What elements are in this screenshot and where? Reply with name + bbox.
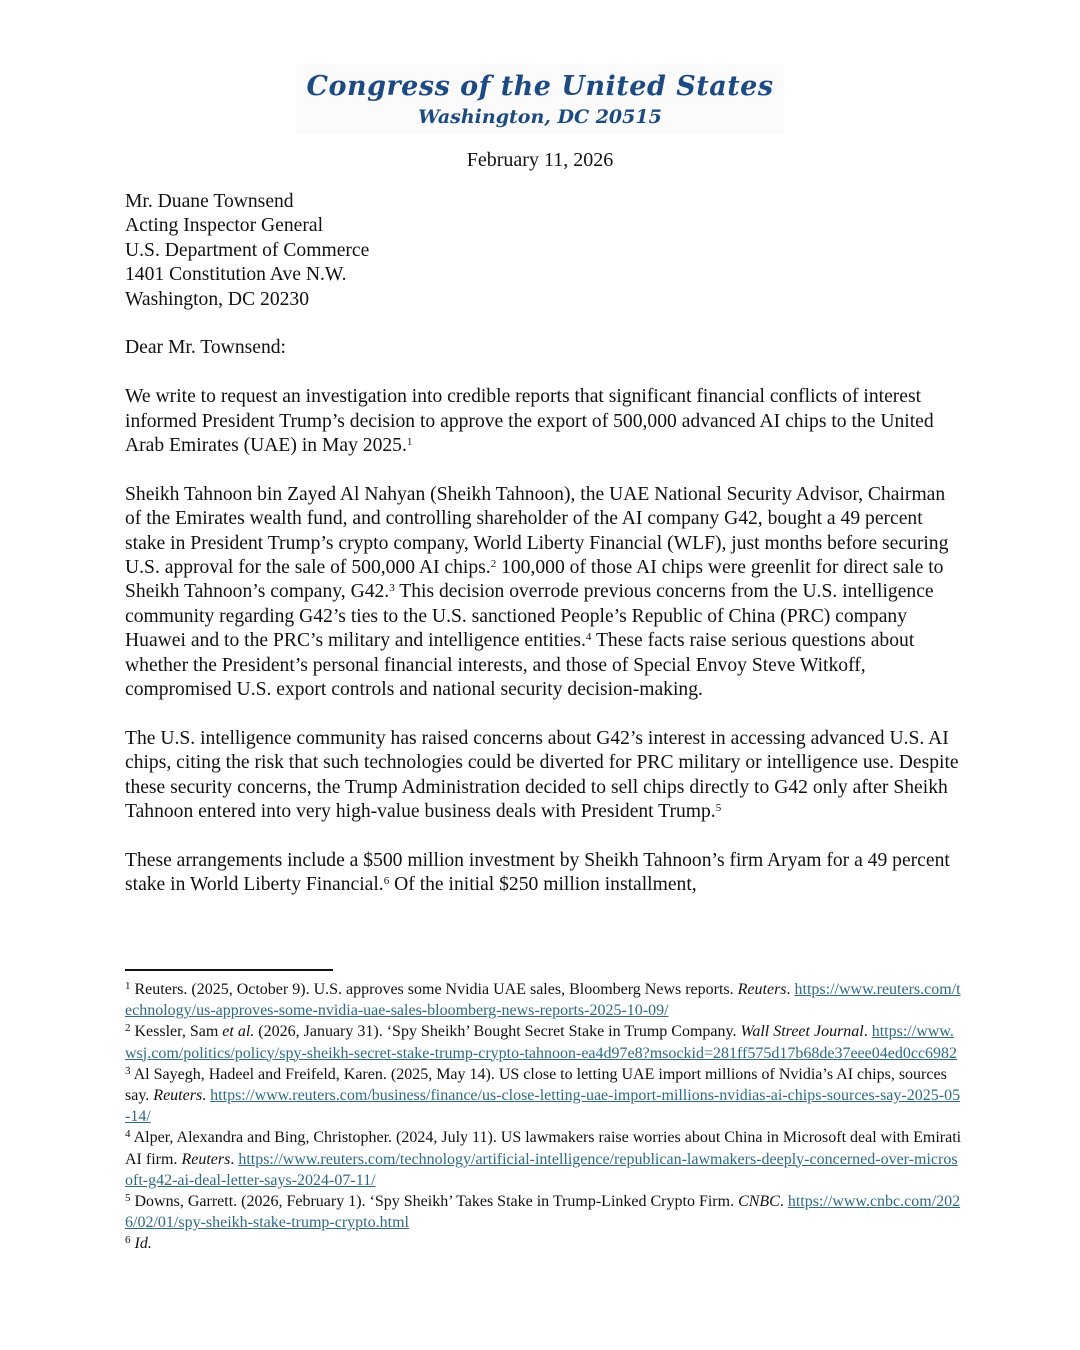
body-paragraph xyxy=(125,727,960,825)
text-run: Downs, Garrett. (2026, February 1). ‘Spy Sheikh’ Takes Stake in Trump-Linked Crypto Firm. xyxy=(130,1193,739,1211)
italic-text: et al. xyxy=(222,1023,255,1041)
text-run: Al Sayegh, Hadeel and Freifeld, Karen. (2025, May 14). US close to letting UAE import millions of Nvidia’s AI chips, sources say. xyxy=(125,1065,947,1105)
recipient-line: 1401 Constitution Ave N.W. xyxy=(125,264,347,286)
text-run: . xyxy=(786,981,795,998)
footnote xyxy=(125,1064,965,1128)
text-run: . xyxy=(230,1150,239,1168)
text-run: . xyxy=(863,1023,872,1041)
footnote-number: 3 xyxy=(125,1064,131,1077)
text-run: Alper, Alexandra and Bing, Christopher. (2024, July 11). US lawmakers raise worries about China in Microsoft deal with Emirati AI firm. xyxy=(125,1129,962,1168)
footnote-number: 4 xyxy=(125,1128,131,1141)
text-run: Sheikh Tahnoon bin Zayed Al Nahyan (Sheikh Tahnoon), the UAE National Security Advisor, Chairman of the Emirates wealth fund, and controlling shareholder of the AI company G42, bought a 49 percent stake in President Trump’s crypto company, World Liberty Financial (WLF), just months before securing U.S. approval for the sale of 500,000 AI chips. xyxy=(125,483,949,579)
italic-text: CNBC xyxy=(738,1193,780,1211)
letterhead-box xyxy=(296,64,783,134)
text-run: . xyxy=(779,1193,788,1211)
footnote xyxy=(125,1127,965,1191)
footnote xyxy=(125,1021,965,1063)
footnotes xyxy=(125,979,965,1255)
body-paragraphs xyxy=(125,385,960,897)
footnote-ref[interactable]: 1 xyxy=(406,436,413,449)
italic-text: Id. xyxy=(134,1235,152,1253)
footnote-ref[interactable]: 4 xyxy=(585,631,592,644)
footnote xyxy=(125,1233,965,1254)
salutation: Dear Mr. Townsend: xyxy=(125,337,286,359)
recipient-line: Acting Inspector General xyxy=(125,215,324,237)
citation-link[interactable]: https://www.wsj.com/politics/policy/spy-sheikh-secret-stake-trump-crypto-tahnoon-ea4d97e8?msockid=281ff575d17b68de37eee04ed0cc6982 xyxy=(125,1023,958,1062)
italic-text: Wall Street Journal xyxy=(740,1023,864,1041)
citation-link[interactable]: https://www.reuters.com/technology/artificial-intelligence/republican-lawmakers-deeply-concerned-over-microsoft-g42-ai-deal-letter-says-2024-07-11/ xyxy=(125,1150,958,1189)
footnote-ref[interactable]: 5 xyxy=(715,802,722,815)
text-run: 100,000 of those AI chips were greenlit for direct sale to Sheikh Tahnoon’s company, G42. xyxy=(125,557,944,603)
footnote-ref[interactable]: 6 xyxy=(383,875,390,888)
footnote-ref[interactable]: 3 xyxy=(389,582,395,595)
footnote-separator xyxy=(125,969,333,971)
footnote xyxy=(125,979,965,1021)
text-run: This decision overrode previous concerns from the U.S. intelligence community regarding G42’s ties to the U.S. sanctioned People’s Republic of China (PRC) company Huawei and to the PRC’s military and intelligence entities. xyxy=(125,581,934,652)
footnote-number: 1 xyxy=(125,980,131,992)
letter-date: February 11, 2026 xyxy=(466,149,614,171)
letterhead xyxy=(0,64,1080,134)
citation-link[interactable]: https://www.reuters.com/technology/us-approves-some-nvidia-uae-sales-bloomberg-news-reports-2025-10-09/ xyxy=(125,981,961,1020)
citation-link[interactable]: https://www.cnbc.com/2026/02/01/spy-sheikh-stake-trump-crypto.html xyxy=(125,1193,961,1232)
text-run: Kessler, Sam xyxy=(130,1023,223,1041)
footnote-ref[interactable]: 2 xyxy=(490,558,497,571)
text-run: Reuters. (2025, October 9). U.S. approves some Nvidia UAE sales, Bloomberg News reports. xyxy=(130,981,738,998)
letterhead-title: Congress of the United States xyxy=(306,71,774,102)
body-paragraph xyxy=(125,849,960,898)
recipient-line: Washington, DC 20230 xyxy=(125,288,310,310)
footnote-number: 5 xyxy=(125,1192,131,1205)
body-paragraph xyxy=(125,483,960,703)
footnote xyxy=(125,1191,965,1233)
text-run: These facts raise serious questions about whether the President’s personal financial interests, and those of Special Envoy Steve Witkoff, compromised U.S. export controls and national security decision-making. xyxy=(125,630,915,701)
italic-text: Reuters xyxy=(153,1087,203,1105)
letter-body xyxy=(125,190,960,898)
text-run: We write to request an investigation into credible reports that significant financial conflicts of interest informed President Trump’s decision to approve the export of 500,000 advanced AI chips to the United Arab Emirates (UAE) in May 2025. xyxy=(125,386,934,457)
letterhead-subtitle: Washington, DC 20515 xyxy=(418,106,662,128)
text-run: The U.S. intelligence community has raised concerns about G42’s interest in accessing advanced U.S. AI chips, citing the risk that such technologies could be diverted for PRC military or intelligence use. Despite these security concerns, the Trump Administration decided to sell chips directly to G42 only after Sheikh Tahnoon entered into very high-value business deals with President Trump. xyxy=(125,727,959,823)
footnote-number: 6 xyxy=(125,1234,131,1247)
recipient-line: Mr. Duane Townsend xyxy=(125,191,294,212)
recipient-line: U.S. Department of Commerce xyxy=(125,239,370,261)
italic-text: Reuters xyxy=(737,981,787,998)
text-run: (2026, January 31). ‘Spy Sheikh’ Bought Secret Stake in Trump Company. xyxy=(254,1023,741,1041)
citation-link[interactable]: https://www.reuters.com/business/finance/us-close-letting-uae-import-millions-nvidias-ai-chips-sources-say-2025-05-14/ xyxy=(125,1087,961,1126)
text-run: . xyxy=(202,1087,211,1105)
body-paragraph xyxy=(125,385,960,458)
text-run: These arrangements include a $500 million investment by Sheikh Tahnoon’s firm Aryam for a 49 percent stake in World Liberty Financial. xyxy=(125,849,950,896)
recipient-address xyxy=(125,190,960,312)
footnote-number: 2 xyxy=(125,1022,131,1035)
italic-text: Reuters xyxy=(181,1150,231,1168)
text-run: Of the initial $250 million installment, xyxy=(389,874,697,896)
